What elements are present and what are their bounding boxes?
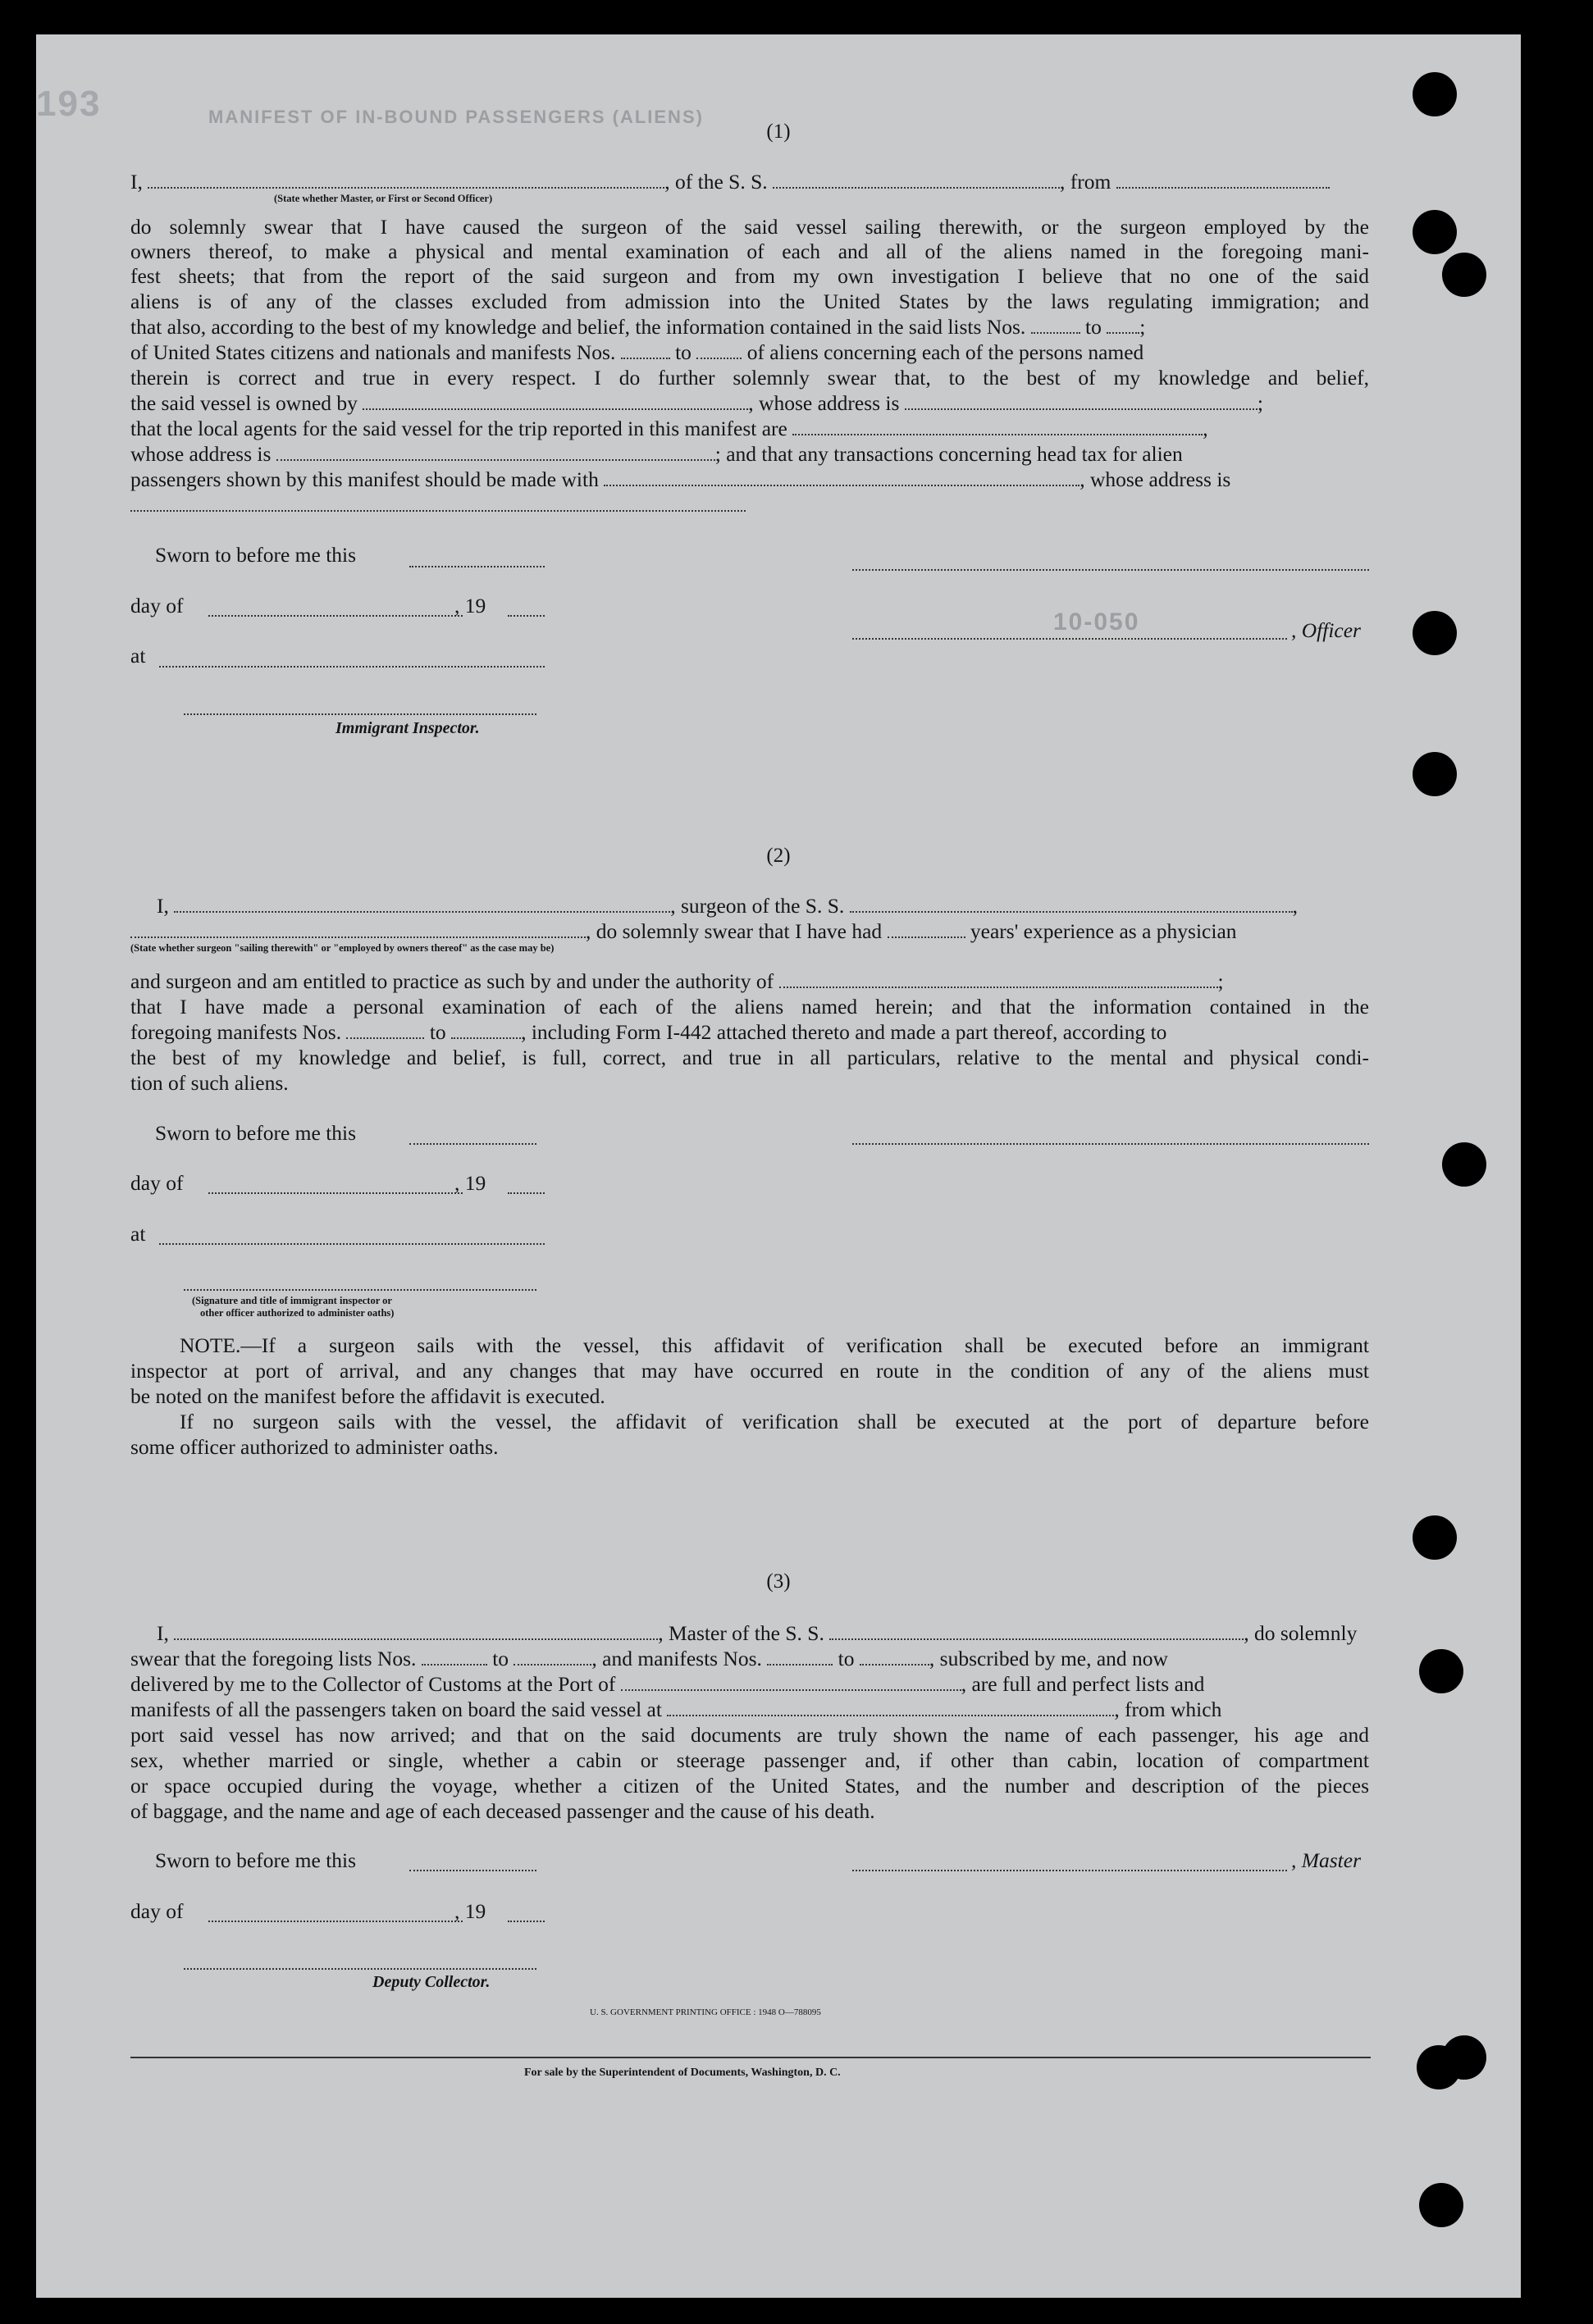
section-1-officer-signature-line[interactable] [852,569,1369,571]
section-3-delivered-line: delivered by me to the Collector of Customs at the Port of , are full and perfect lists and [130,1672,1205,1696]
section-1-inspector-caption: Immigrant Inspector. [335,719,480,737]
section-2-line-i: I, , surgeon of the S. S. , [157,894,1299,918]
punch-hole-3 [1442,253,1486,297]
section-2-note-3: be noted on the manifest before the affidavit is executed. [130,1384,605,1408]
section-1-line-i: I, , of the S. S. , from [130,170,1369,194]
section-3-day-line [208,1921,463,1922]
section-2-authority-line: and surgeon and am entitled to practice as such by and under the authority of ; [130,969,1224,993]
section-1-at-label: at [130,644,146,668]
section-2-note-2: inspector at port of arrival, and any changes that may have occurred en route in the condition of any of the aliens must [130,1359,1369,1383]
section-1-year-line [508,615,545,617]
section-2-signature-line [184,1289,536,1291]
section-1-lists-line: that also, according to the best of my knowledge and belief, the information contained in the said lists Nos. to ; [130,315,1146,339]
section-2-manifests-line: foregoing manifests Nos. to , including Form I-442 attached thereto and made a part thereof, according to [130,1020,1167,1044]
section-1-correct-line: therein is correct and true in every respect. I do further solemnly swear that, to the best of my knowledge and belief, [130,366,1369,390]
bleed-through-heading: MANIFEST OF IN-BOUND PASSENGERS (ALIENS) [208,107,704,127]
section-3-number: (3) [766,1570,791,1593]
punch-hole-8 [1419,1649,1463,1693]
punch-hole-10 [1442,2035,1486,2080]
section-3-master-label: , Master [1291,1848,1361,1872]
section-3-body-line-3: or space occupied during the voyage, whether a citizen of the United States, and the number and description of the pieces [130,1774,1369,1798]
section-2-swear-line: , do solemnly swear that I have had years' experience as a physician [130,919,1369,944]
section-3-collector-line [184,1968,536,1970]
section-1-address-line: whose address is ; and that any transactions concerning head tax for alien [130,442,1183,466]
punch-hole-1 [1413,72,1457,116]
section-3-swear-line: swear that the foregoing lists Nos. to , and manifests Nos. to , subscribed by me, and now [130,1647,1168,1670]
section-1-number: (1) [766,121,791,143]
section-1-day-line [208,615,463,617]
bleed-through-number: 193 [36,84,102,124]
section-2-sworn-label: Sworn to before me this [155,1121,357,1145]
section-2-tion-line: tion of such aliens. [130,1071,289,1095]
section-3-day-label: day of [130,1899,184,1923]
section-2-exam-line: that I have made a personal examination of each of the aliens named herein; and that the information contained in the [130,995,1369,1018]
punch-hole-6 [1442,1142,1486,1187]
punch-hole-2 [1413,210,1457,254]
punch-hole-7 [1413,1515,1457,1560]
section-3-body-line-1: port said vessel has now arrived; and that on the said documents are truly shown the name of each passenger, his age and [130,1723,1369,1747]
section-3-body-line-4: of baggage, and the name and age of each deceased passenger and the cause of his death. [130,1799,875,1823]
section-2-sworn-line [409,1143,536,1145]
section-3-year-line [508,1921,545,1922]
section-3-sworn-line [409,1870,536,1871]
bleed-through-stamp: 10-050 [1053,608,1140,636]
punch-hole-11 [1419,2183,1463,2227]
section-2-best-line: the best of my knowledge and belief, is full, correct, and true in all particulars, relative to the mental and physical condi- [130,1046,1369,1069]
section-1-sworn-label: Sworn to before me this [155,543,357,567]
section-1-year-label: , 19 [454,594,486,617]
section-2-year-line [508,1192,545,1194]
section-2-day-line [208,1192,463,1194]
form-page [36,34,1521,2298]
section-1-citizens-line: of United States citizens and nationals and manifests Nos. to of aliens concerning each of the persons named [130,340,1144,364]
section-2-note-5: some officer authorized to administer oaths. [130,1435,499,1459]
section-3-master-signature-line[interactable] [852,1870,1287,1871]
section-1-state-caption: (State whether Master, or First or Second Officer) [274,193,493,204]
section-2-year-label: , 19 [454,1171,486,1195]
section-1-day-label: day of [130,594,184,617]
footer-rule [130,2057,1371,2058]
punch-hole-4 [1413,611,1457,655]
section-3-line-i: I, , Master of the S. S. , do solemnly [157,1621,1358,1645]
section-3-collector-caption: Deputy Collector. [372,1973,491,1991]
section-3-body-line-2: sex, whether married or single, whether a cabin or steerage passenger and, if other than cabin, location of compartment [130,1748,1369,1772]
section-3-sworn-label: Sworn to before me this [155,1848,357,1872]
section-2-surgeon-signature-line[interactable] [852,1143,1369,1145]
punch-hole-5 [1413,752,1457,796]
section-1-body-line-1: do solemnly swear that I have caused the surgeon of the said vessel sailing therewith, or the surgeon employed by the [130,215,1369,239]
printing-office-line: U. S. GOVERNMENT PRINTING OFFICE : 1948 O—788095 [590,2007,821,2017]
section-2-note-4: If no surgeon sails with the vessel, the affidavit of verification shall be executed at the port of departure before [180,1410,1369,1433]
section-1-passengers-line: passengers shown by this manifest should be made with , whose address is [130,467,1231,491]
section-1-agents-line: that the local agents for the said vessel for the trip reported in this manifest are , [130,417,1208,440]
section-2-number: (2) [766,845,791,867]
section-3-manifests-line: manifests of all the passengers taken on board the said vessel at , from which [130,1697,1222,1721]
section-1-sworn-line [409,566,545,567]
section-2-note-1: NOTE.—If a surgeon sails with the vessel, this affidavit of verification shall be executed before an immigrant [180,1333,1369,1357]
section-2-caption: (State whether surgeon "sailing therewith" or "employed by owners thereof" as the case may be) [130,942,555,954]
section-1-body-line-3: fest sheets; that from the report of the said surgeon and from my own investigation I believe that no one of the said [130,264,1369,288]
section-1-owned-line: the said vessel is owned by , whose address is ; [130,391,1263,415]
section-2-at-line [159,1243,545,1245]
section-2-sig-caption-1: (Signature and title of immigrant inspector or [192,1295,392,1306]
section-2-at-label: at [130,1222,146,1246]
section-1-inspector-line [184,713,536,715]
section-3-year-label: , 19 [454,1899,486,1923]
section-1-at-line [159,666,545,668]
section-2-sig-caption-2: other officer authorized to administer oaths) [200,1307,395,1319]
section-1-address-dotted-line [130,510,746,512]
footer-sale-line: For sale by the Superintendent of Documents, Washington, D. C. [524,2067,841,2079]
section-2-day-label: day of [130,1171,184,1195]
section-1-officer-label: , Officer [1291,618,1361,642]
section-1-body-line-4: aliens is of any of the classes excluded from admission into the United States by the laws regulating immigration; and [130,289,1369,313]
section-1-body-line-2: owners thereof, to make a physical and mental examination of each and all of the aliens named in the foregoing mani- [130,239,1369,263]
section-1-officer-line [852,638,1287,640]
